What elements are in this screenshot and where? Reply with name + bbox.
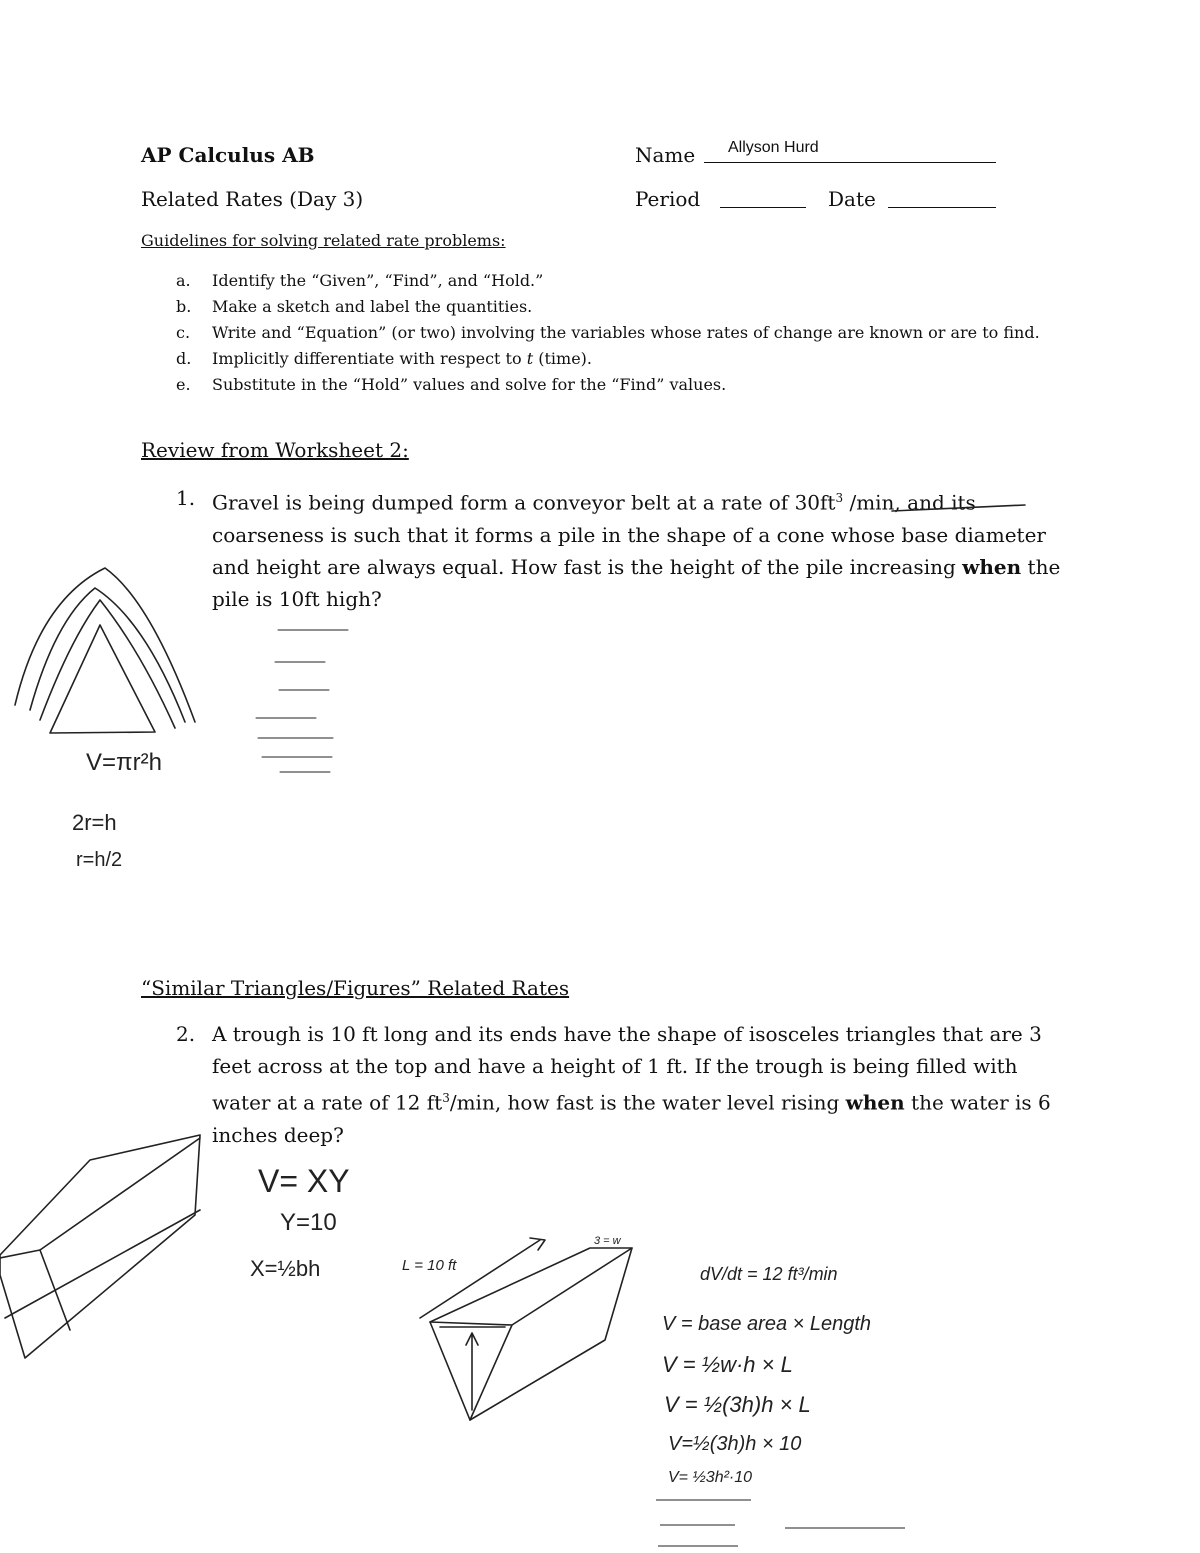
cramped-work-strokes [256,630,348,772]
cramped-final-strokes [656,1500,905,1546]
pile-arc-mid [30,588,185,722]
trough-prism [430,1248,632,1420]
guidelines-title: Guidelines for solving related rate problems: [141,231,506,250]
step-letter: c. [176,323,191,342]
problem-text: Gravel is being dumped form a conveyor belt at a rate of $30ft^3$ /min, and its coarseness is such that it forms a pile in the shape of a cone whose base diameter and height are always equal. How fast is the height of the pile increasing when the pile is 10ft high? [212,490,1061,611]
hw-v-eq-xy: V= XY [258,1163,350,1199]
hw-length-label: L = 10 ft [402,1257,457,1274]
hw-volume-formula: V=πr²h [86,749,162,776]
step-text: Make a sketch and label the quantities. [212,297,533,316]
step-letter: e. [176,375,191,394]
step-text: Identify the “Given”, “Find”, and “Hold.” [212,271,544,290]
pile-arc-inner [40,600,175,728]
hw-volume-step3: V=½(3h)h × 10 [668,1433,802,1455]
trough-outline [0,1135,200,1358]
length-arrow-head [530,1238,545,1250]
hw-x-eq: X=½bh [250,1256,321,1281]
hw-radius-relation: 2r=h [72,810,117,835]
hw-width-label: 3 = w [594,1235,621,1247]
problem-number: 1. [176,486,196,510]
period-label: Period [635,187,701,211]
name-value: Allyson Hurd [728,139,819,156]
rate-value: 30ft [794,490,836,515]
hw-volume-def: V = base area × Length [662,1313,872,1335]
hw-volume-step1: V = ½w·h × L [662,1352,793,1377]
hw-volume-step4: V= ½3h²·10 [668,1469,753,1486]
trough-edge [0,1138,200,1258]
step-text: Substitute in the “Hold” values and solve for the “Find” values. [212,375,727,394]
date-label: Date [828,187,876,211]
height-arrow [466,1333,478,1410]
hw-rate: dV/dt = 12 ft³/min [700,1264,838,1284]
step-letter: a. [176,271,191,290]
review-section-title: Review from Worksheet 2: [141,438,409,462]
hw-radius-solve: r=h/2 [76,849,123,871]
step-text: Write and “Equation” (or two) involving the variables whose rates of change are known or are to find. [212,323,1040,342]
worksheet-subtitle: Related Rates (Day 3) [141,187,364,211]
trough-waterline [5,1210,200,1318]
trough-top-edge [512,1248,632,1325]
rate-underline-stroke [892,505,1025,511]
name-label: Name [635,143,696,167]
trough-end [40,1250,70,1330]
step-text: Implicitly differentiate with respect to t (time). [212,349,592,368]
similar-section-title: “Similar Triangles/Figures” Related Rates [141,976,570,1000]
course-title: AP Calculus AB [141,143,315,167]
hw-volume-step2: V = ½(3h)h × L [664,1392,811,1417]
hw-y-eq-10: Y=10 [280,1209,337,1236]
step-letter: b. [176,297,192,316]
problem-text: A trough is 10 ft long and its ends have the shape of isosceles triangles that are 3 feet across at the top and have a height of 1 ft. If the trough is being filled with water at a rate of 12 $ft^3/\min$, how fast is the water level rising when the water is 6 inches deep? [212,1022,1051,1147]
pile-arc-outer [15,568,195,722]
step-letter: d. [176,349,192,368]
problem-number: 2. [176,1022,196,1046]
pile-triangle [50,625,155,733]
